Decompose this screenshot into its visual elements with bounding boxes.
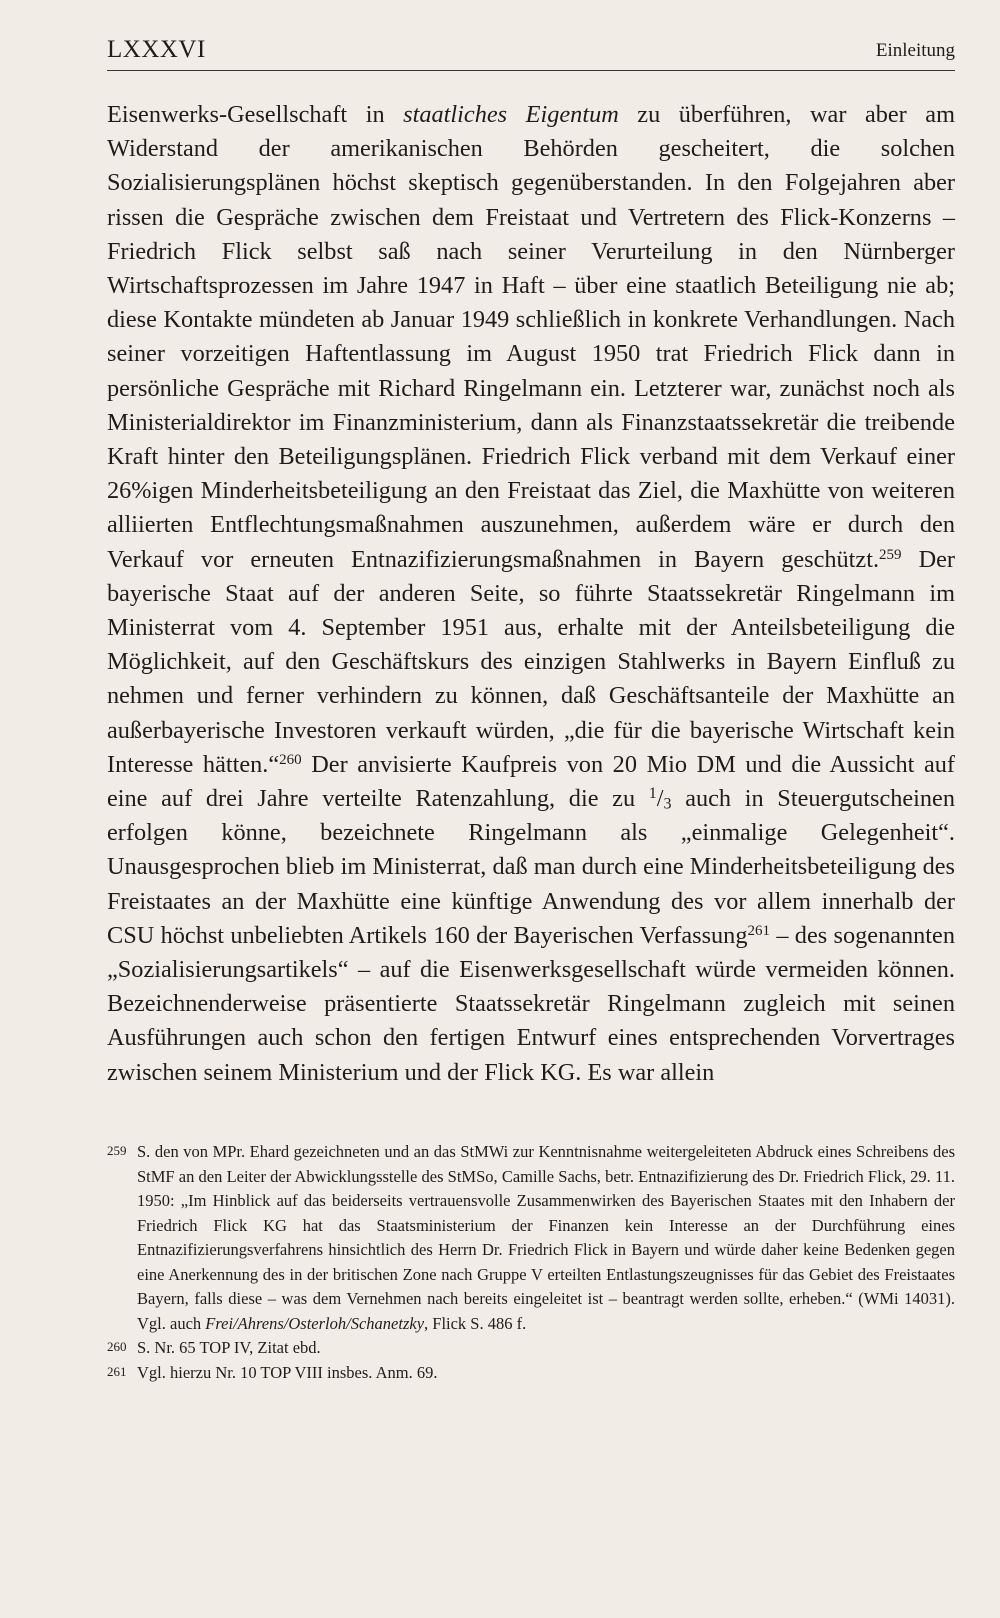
footnote-number: 260 bbox=[107, 1339, 127, 1354]
body-text: Der anvisierte Kaufpreis von 20 Mio DM und die Aussicht auf eine auf drei Jahre verteilte Ratenzahlung, die zu bbox=[107, 750, 955, 813]
footnote-text: , Flick S. 486 f. bbox=[424, 1313, 527, 1333]
body-text: zu überführen, war aber am Widerstand der amerikanischen Behörden gescheitert, die solchen Sozialisierungsplänen höchst skeptisch gegenüberstanden. In den Folgejahren aber rissen die Gespräche zwischen dem Freistaat und Vertretern des Flick-Konzerns – Friedrich Flick selbst saß nach seiner Verurteilung in den Nürnberger Wirtschaftsprozessen im Jahre 1947 in Haft – über eine staatlich Beteiligung nie ab; diese Kontakte mündeten ab Januar 1949 schließlich in konkrete Verhandlungen. Nach seiner vorzeitigen Haftentlassung im August 1950 trat Friedrich Flick dann in persönliche Gespräche mit Richard Ringelmann ein. Letzterer war, zunächst noch als Ministerialdirektor im Finanzministerium, dann als Finanzstaatssekretär die treibende Kraft hinter den Beteiligungsplänen. Friedrich Flick verband mit dem Verkauf einer 26%igen Minderheitsbeteiligung an den Freistaat das Ziel, die Maxhütte von weiteren alliierten Entflechtungsmaßnahmen auszunehmen, außerdem wäre er durch den Verkauf vor erneuten Entnazifizierungsmaßnahmen in Bayern geschützt. bbox=[107, 101, 955, 573]
footnote-reference: 259 bbox=[879, 546, 902, 563]
footnote-text: S. Nr. 65 TOP IV, Zitat ebd. bbox=[137, 1338, 321, 1357]
running-header bbox=[107, 30, 955, 71]
footnote bbox=[107, 1336, 955, 1361]
footnote-text: Vgl. hierzu Nr. 10 TOP VIII insbes. Anm. 69. bbox=[137, 1362, 438, 1382]
fraction-denominator: 3 bbox=[663, 795, 672, 813]
footnote bbox=[107, 1361, 955, 1386]
footnote-number: 261 bbox=[107, 1363, 127, 1379]
footnote-text: S. den von MPr. Ehard gezeichneten und an das StMWi zur Kenntnisnahme weitergeleiteten Abdruck eines Schreibens des StMF an den Leiter der Abwicklungsstelle des StMSo, Camille Sachs, betr. Entnazifizierung des Dr. Friedrich Flick, 29. 11. 1950: „Im Hinblick auf das beiderseits vertrauensvolle Zusammenwirken des Bayerischen Staates mit den Inhabern der Friedrich Flick KG hat das Staatsministerium der Finanzen kein Interesse an der Durchführung eines Entnazifizierungsverfahrens hinsichtlich des Herrn Dr. Friedrich Flick in Bayern und würde daher keine Bedenken gegen eine Anerkennung des in der britischen Zone nach Gruppe V erteilten Entlastungszeugnisses für das Gebiet des Freistaates Bayern, falls diese – was dem Vernehmen nach bereits eingeleitet ist – beantragt werden sollte, erheben.“ (WMi 14031). Vgl. auch bbox=[137, 1142, 955, 1333]
fraction-numerator: 1 bbox=[648, 785, 657, 803]
footnote-emphasis: Frei/Ahrens/Osterloh/Schanetzky bbox=[205, 1313, 425, 1333]
body-text: auch in Steuergutscheinen erfolgen könne, bezeichnete Ringelmann als „einmalige Gelegenheit“. Unausgesprochen blieb im Ministerrat, daß man durch eine Minderheitsbeteiligung des Freistaates an der Maxhütte eine künftige Anwendung des vor allem innerhalb der CSU höchst unbeliebten Artikels 160 der Bayerischen Verfassung bbox=[107, 785, 955, 949]
fraction bbox=[649, 785, 672, 812]
footnote bbox=[107, 1140, 955, 1336]
body-text: – des sogenannten „Sozialisierungsartikels“ – auf die Eisenwerksgesellschaft würde vermeiden können. Bezeichnenderweise präsentierte Staatssekretär Ringelmann zugleich mit seinen Ausführungen auch schon den fertigen Entwurf eines entsprechenden Vorvertrages zwischen seinem Ministerium und der Flick KG. Es war allein bbox=[107, 921, 955, 1086]
running-title: Einleitung bbox=[875, 40, 955, 61]
footnotes bbox=[107, 1140, 955, 1385]
emphasis-text: staatliches Eigentum bbox=[403, 101, 619, 128]
footnote-reference: 261 bbox=[747, 922, 770, 939]
footnote-number: 259 bbox=[107, 1143, 127, 1158]
body-text: Eisenwerks-Gesellschaft in bbox=[107, 101, 404, 128]
page-number: LXXXVI bbox=[107, 36, 206, 63]
footnote-reference: 260 bbox=[279, 751, 302, 768]
body-paragraph bbox=[107, 98, 955, 1090]
fraction-slash: / bbox=[656, 785, 664, 813]
body-text: Der bayerische Staat auf der anderen Seite, so führte Staatssekretär Ringelmann im Ministerrat vom 4. September 1951 aus, erhalte mit der Anteilsbeteiligung die Möglichkeit, auf den Geschäftskurs des einzigen Stahlwerks in Bayern Einfluß zu nehmen und ferner verhindern zu können, daß Geschäftsanteile der Maxhütte an außerbayerische Investoren verkauft würden, „die für die bayerische Wirtschaft kein Interesse hätten.“ bbox=[107, 545, 955, 778]
